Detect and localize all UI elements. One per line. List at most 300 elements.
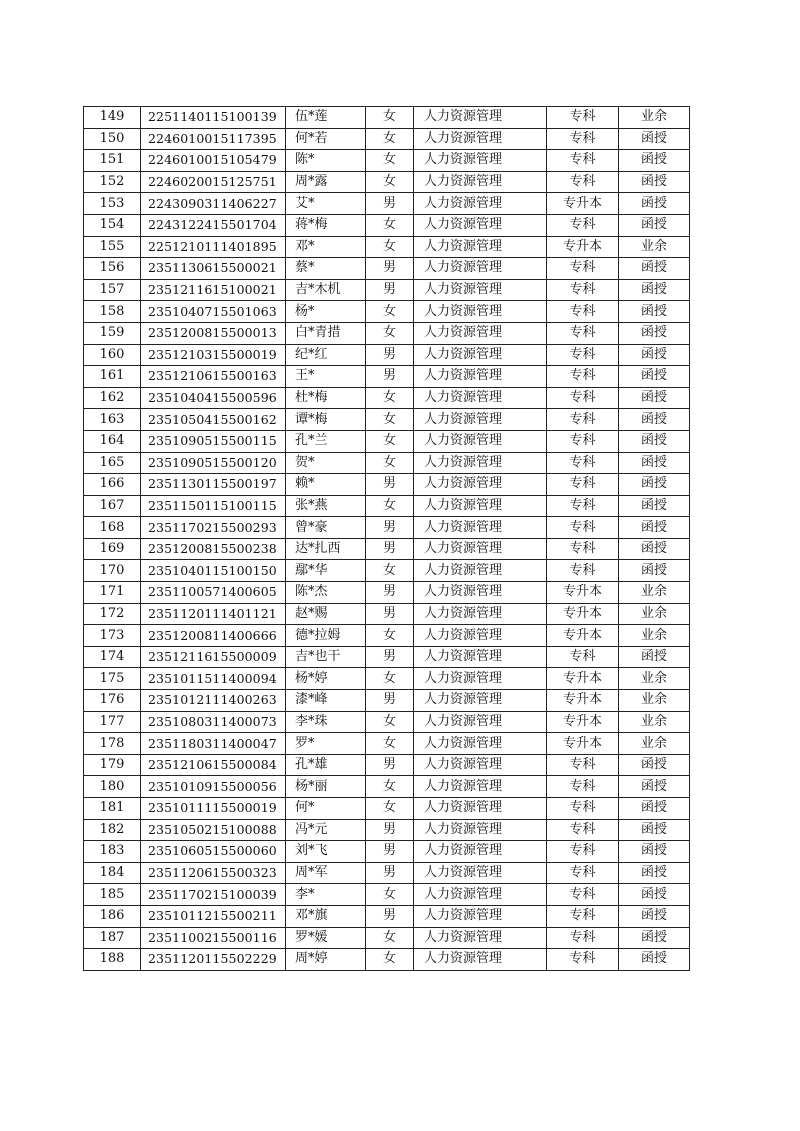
major-cell: 人力资源管理 [414,798,547,820]
table-row [84,171,690,193]
study-mode-cell: 函授 [619,862,690,884]
student-id-cell: 2351050415500162 [141,409,286,431]
major-cell: 人力资源管理 [414,279,547,301]
row-number-cell: 187 [84,927,141,949]
student-id-cell: 2246010015105479 [141,150,286,172]
row-number-cell: 183 [84,841,141,863]
table-row [84,517,690,539]
study-mode-cell: 函授 [619,344,690,366]
education-level-cell: 专升本 [547,711,619,733]
row-number-cell: 154 [84,214,141,236]
gender-cell: 女 [366,107,414,129]
student-name-cell: 蔡* [286,258,366,280]
table-row [84,301,690,323]
gender-cell: 男 [366,754,414,776]
student-name-cell: 邓* [286,236,366,258]
education-level-cell: 专科 [547,798,619,820]
education-level-cell: 专科 [547,128,619,150]
education-level-cell: 专升本 [547,603,619,625]
row-number-cell: 162 [84,387,141,409]
gender-cell: 男 [366,279,414,301]
student-id-cell: 2351100571400605 [141,582,286,604]
education-level-cell: 专科 [547,560,619,582]
study-mode-cell: 函授 [619,754,690,776]
education-level-cell: 专科 [547,150,619,172]
student-name-cell: 何* [286,798,366,820]
education-level-cell: 专科 [547,905,619,927]
student-id-cell: 2351090515500120 [141,452,286,474]
row-number-cell: 170 [84,560,141,582]
major-cell: 人力资源管理 [414,150,547,172]
gender-cell: 女 [366,322,414,344]
student-name-cell: 吉*木机 [286,279,366,301]
education-level-cell: 专科 [547,322,619,344]
education-level-cell: 专科 [547,409,619,431]
row-number-cell: 157 [84,279,141,301]
student-name-cell: 艾* [286,193,366,215]
study-mode-cell: 函授 [619,366,690,388]
major-cell: 人力资源管理 [414,927,547,949]
student-id-cell: 2351050215100088 [141,819,286,841]
student-name-cell: 漆*峰 [286,690,366,712]
table-row [84,214,690,236]
row-number-cell: 188 [84,949,141,971]
table-row [84,905,690,927]
table-row [84,862,690,884]
education-level-cell: 专科 [547,819,619,841]
student-id-cell: 2351011115500019 [141,798,286,820]
major-cell: 人力资源管理 [414,517,547,539]
row-number-cell: 165 [84,452,141,474]
student-name-cell: 孔*雄 [286,754,366,776]
table-row [84,819,690,841]
education-level-cell: 专科 [547,538,619,560]
major-cell: 人力资源管理 [414,711,547,733]
student-id-cell: 2246020015125751 [141,171,286,193]
gender-cell: 女 [366,776,414,798]
table-row [84,690,690,712]
major-cell: 人力资源管理 [414,171,547,193]
student-id-cell: 2251140115100139 [141,107,286,129]
major-cell: 人力资源管理 [414,430,547,452]
major-cell: 人力资源管理 [414,603,547,625]
major-cell: 人力资源管理 [414,668,547,690]
student-name-cell: 杜*梅 [286,387,366,409]
education-level-cell: 专科 [547,279,619,301]
major-cell: 人力资源管理 [414,344,547,366]
table-row [84,949,690,971]
table-row [84,884,690,906]
student-id-cell: 2351210615500084 [141,754,286,776]
table-row [84,452,690,474]
student-id-cell: 2351120615500323 [141,862,286,884]
education-level-cell: 专科 [547,517,619,539]
table-row [84,409,690,431]
row-number-cell: 168 [84,517,141,539]
table-row [84,387,690,409]
student-name-cell: 邓*旗 [286,905,366,927]
study-mode-cell: 业余 [619,733,690,755]
gender-cell: 女 [366,733,414,755]
study-mode-cell: 业余 [619,668,690,690]
study-mode-cell: 函授 [619,409,690,431]
gender-cell: 男 [366,603,414,625]
gender-cell: 女 [366,150,414,172]
gender-cell: 女 [366,625,414,647]
student-id-cell: 2351060515500060 [141,841,286,863]
gender-cell: 女 [366,560,414,582]
student-name-cell: 蒋*梅 [286,214,366,236]
education-level-cell: 专科 [547,862,619,884]
student-id-cell: 2351080311400073 [141,711,286,733]
study-mode-cell: 函授 [619,128,690,150]
education-level-cell: 专科 [547,214,619,236]
student-name-cell: 杨*婷 [286,668,366,690]
major-cell: 人力资源管理 [414,193,547,215]
student-name-cell: 达*扎西 [286,538,366,560]
table-row [84,128,690,150]
row-number-cell: 166 [84,474,141,496]
table-row [84,279,690,301]
student-name-cell: 何*若 [286,128,366,150]
education-level-cell: 专升本 [547,690,619,712]
table-row [84,366,690,388]
gender-cell: 男 [366,862,414,884]
education-level-cell: 专科 [547,776,619,798]
study-mode-cell: 函授 [619,841,690,863]
student-id-cell: 2351090515500115 [141,430,286,452]
major-cell: 人力资源管理 [414,646,547,668]
student-id-cell: 2351120111401121 [141,603,286,625]
study-mode-cell: 业余 [619,690,690,712]
student-roster-table [83,106,690,971]
student-id-cell: 2251210111401895 [141,236,286,258]
gender-cell: 男 [366,538,414,560]
education-level-cell: 专科 [547,366,619,388]
gender-cell: 男 [366,193,414,215]
study-mode-cell: 函授 [619,430,690,452]
study-mode-cell: 函授 [619,949,690,971]
student-name-cell: 纪*红 [286,344,366,366]
education-level-cell: 专科 [547,841,619,863]
major-cell: 人力资源管理 [414,322,547,344]
major-cell: 人力资源管理 [414,474,547,496]
table-row [84,430,690,452]
gender-cell: 女 [366,798,414,820]
row-number-cell: 182 [84,819,141,841]
table-row [84,798,690,820]
table-row [84,538,690,560]
table-row [84,754,690,776]
student-id-cell: 2351200811400666 [141,625,286,647]
row-number-cell: 152 [84,171,141,193]
study-mode-cell: 函授 [619,322,690,344]
student-name-cell: 赖* [286,474,366,496]
student-id-cell: 2351200815500013 [141,322,286,344]
gender-cell: 女 [366,409,414,431]
student-id-cell: 2243090311406227 [141,193,286,215]
table-row [84,193,690,215]
row-number-cell: 172 [84,603,141,625]
table-row [84,927,690,949]
gender-cell: 女 [366,171,414,193]
row-number-cell: 180 [84,776,141,798]
education-level-cell: 专科 [547,171,619,193]
student-name-cell: 德*拉姆 [286,625,366,647]
student-id-cell: 2351130115500197 [141,474,286,496]
row-number-cell: 185 [84,884,141,906]
row-number-cell: 160 [84,344,141,366]
table-row [84,150,690,172]
major-cell: 人力资源管理 [414,366,547,388]
major-cell: 人力资源管理 [414,582,547,604]
row-number-cell: 151 [84,150,141,172]
student-name-cell: 刘*飞 [286,841,366,863]
study-mode-cell: 函授 [619,301,690,323]
student-name-cell: 杨* [286,301,366,323]
row-number-cell: 155 [84,236,141,258]
student-id-cell: 2351180311400047 [141,733,286,755]
row-number-cell: 161 [84,366,141,388]
gender-cell: 男 [366,474,414,496]
major-cell: 人力资源管理 [414,452,547,474]
gender-cell: 女 [366,128,414,150]
study-mode-cell: 函授 [619,517,690,539]
table-row [84,776,690,798]
student-id-cell: 2351150115100115 [141,495,286,517]
student-id-cell: 2351040715501063 [141,301,286,323]
student-name-cell: 曾*豪 [286,517,366,539]
study-mode-cell: 业余 [619,107,690,129]
gender-cell: 男 [366,819,414,841]
gender-cell: 女 [366,452,414,474]
education-level-cell: 专科 [547,927,619,949]
study-mode-cell: 函授 [619,905,690,927]
study-mode-cell: 函授 [619,193,690,215]
student-name-cell: 杨*丽 [286,776,366,798]
row-number-cell: 181 [84,798,141,820]
study-mode-cell: 函授 [619,560,690,582]
student-id-cell: 2351100215500116 [141,927,286,949]
table-row [84,646,690,668]
student-id-cell: 2351211615100021 [141,279,286,301]
education-level-cell: 专升本 [547,193,619,215]
student-id-cell: 2351130615500021 [141,258,286,280]
education-level-cell: 专科 [547,474,619,496]
student-name-cell: 白*青措 [286,322,366,344]
study-mode-cell: 业余 [619,582,690,604]
table-row [84,625,690,647]
study-mode-cell: 函授 [619,214,690,236]
student-name-cell: 周*婷 [286,949,366,971]
student-id-cell: 2351012111400263 [141,690,286,712]
student-name-cell: 李* [286,884,366,906]
student-id-cell: 2351170215500293 [141,517,286,539]
gender-cell: 男 [366,344,414,366]
row-number-cell: 175 [84,668,141,690]
major-cell: 人力资源管理 [414,258,547,280]
table-row [84,841,690,863]
student-name-cell: 谭*梅 [286,409,366,431]
gender-cell: 男 [366,905,414,927]
major-cell: 人力资源管理 [414,409,547,431]
row-number-cell: 177 [84,711,141,733]
study-mode-cell: 函授 [619,776,690,798]
table-row [84,474,690,496]
major-cell: 人力资源管理 [414,301,547,323]
major-cell: 人力资源管理 [414,538,547,560]
student-name-cell: 张*燕 [286,495,366,517]
row-number-cell: 169 [84,538,141,560]
student-name-cell: 周*军 [286,862,366,884]
student-name-cell: 陈* [286,150,366,172]
study-mode-cell: 函授 [619,171,690,193]
student-name-cell: 陈*杰 [286,582,366,604]
education-level-cell: 专科 [547,387,619,409]
gender-cell: 男 [366,517,414,539]
study-mode-cell: 业余 [619,236,690,258]
study-mode-cell: 函授 [619,495,690,517]
gender-cell: 女 [366,711,414,733]
gender-cell: 女 [366,495,414,517]
student-id-cell: 2246010015117395 [141,128,286,150]
gender-cell: 女 [366,949,414,971]
table-row [84,322,690,344]
education-level-cell: 专升本 [547,582,619,604]
student-name-cell: 罗* [286,733,366,755]
table-row [84,495,690,517]
roster-body [84,107,690,971]
row-number-cell: 164 [84,430,141,452]
education-level-cell: 专科 [547,495,619,517]
study-mode-cell: 函授 [619,279,690,301]
row-number-cell: 153 [84,193,141,215]
student-id-cell: 2351211615500009 [141,646,286,668]
gender-cell: 男 [366,258,414,280]
study-mode-cell: 业余 [619,711,690,733]
gender-cell: 女 [366,301,414,323]
education-level-cell: 专科 [547,107,619,129]
major-cell: 人力资源管理 [414,841,547,863]
gender-cell: 女 [366,387,414,409]
student-name-cell: 王* [286,366,366,388]
major-cell: 人力资源管理 [414,560,547,582]
major-cell: 人力资源管理 [414,107,547,129]
student-name-cell: 罗*媛 [286,927,366,949]
education-level-cell: 专升本 [547,625,619,647]
table-row [84,236,690,258]
row-number-cell: 158 [84,301,141,323]
gender-cell: 女 [366,214,414,236]
student-name-cell: 李*珠 [286,711,366,733]
student-id-cell: 2351011511400094 [141,668,286,690]
table-row [84,582,690,604]
major-cell: 人力资源管理 [414,128,547,150]
student-name-cell: 伍*莲 [286,107,366,129]
gender-cell: 女 [366,668,414,690]
major-cell: 人力资源管理 [414,733,547,755]
study-mode-cell: 业余 [619,625,690,647]
student-id-cell: 2351040115100150 [141,560,286,582]
row-number-cell: 150 [84,128,141,150]
student-name-cell: 周*露 [286,171,366,193]
gender-cell: 男 [366,646,414,668]
row-number-cell: 156 [84,258,141,280]
row-number-cell: 167 [84,495,141,517]
education-level-cell: 专科 [547,884,619,906]
table-row [84,107,690,129]
education-level-cell: 专科 [547,301,619,323]
gender-cell: 女 [366,430,414,452]
study-mode-cell: 函授 [619,150,690,172]
major-cell: 人力资源管理 [414,495,547,517]
student-id-cell: 2351010915500056 [141,776,286,798]
student-id-cell: 2351210315500019 [141,344,286,366]
student-id-cell: 2351011215500211 [141,905,286,927]
row-number-cell: 176 [84,690,141,712]
gender-cell: 男 [366,582,414,604]
education-level-cell: 专科 [547,754,619,776]
study-mode-cell: 函授 [619,474,690,496]
row-number-cell: 171 [84,582,141,604]
gender-cell: 男 [366,366,414,388]
major-cell: 人力资源管理 [414,776,547,798]
study-mode-cell: 函授 [619,258,690,280]
student-id-cell: 2351210615500163 [141,366,286,388]
student-name-cell: 孔*兰 [286,430,366,452]
table-row [84,344,690,366]
education-level-cell: 专科 [547,646,619,668]
table-row [84,258,690,280]
study-mode-cell: 函授 [619,538,690,560]
gender-cell: 女 [366,884,414,906]
major-cell: 人力资源管理 [414,905,547,927]
table-row [84,560,690,582]
student-name-cell: 贺* [286,452,366,474]
education-level-cell: 专升本 [547,668,619,690]
row-number-cell: 178 [84,733,141,755]
student-id-cell: 2351170215100039 [141,884,286,906]
major-cell: 人力资源管理 [414,387,547,409]
education-level-cell: 专科 [547,452,619,474]
education-level-cell: 专科 [547,430,619,452]
study-mode-cell: 函授 [619,646,690,668]
study-mode-cell: 函授 [619,884,690,906]
student-name-cell: 冯*元 [286,819,366,841]
row-number-cell: 173 [84,625,141,647]
table-row [84,668,690,690]
student-name-cell: 赵*赐 [286,603,366,625]
gender-cell: 男 [366,841,414,863]
student-id-cell: 2243122415501704 [141,214,286,236]
student-id-cell: 2351200815500238 [141,538,286,560]
student-id-cell: 2351120115502229 [141,949,286,971]
major-cell: 人力资源管理 [414,754,547,776]
student-id-cell: 2351040415500596 [141,387,286,409]
study-mode-cell: 函授 [619,927,690,949]
student-name-cell: 鄢*华 [286,560,366,582]
education-level-cell: 专科 [547,344,619,366]
major-cell: 人力资源管理 [414,214,547,236]
major-cell: 人力资源管理 [414,862,547,884]
gender-cell: 女 [366,236,414,258]
row-number-cell: 184 [84,862,141,884]
study-mode-cell: 函授 [619,798,690,820]
row-number-cell: 174 [84,646,141,668]
table-row [84,603,690,625]
education-level-cell: 专科 [547,949,619,971]
gender-cell: 男 [366,690,414,712]
